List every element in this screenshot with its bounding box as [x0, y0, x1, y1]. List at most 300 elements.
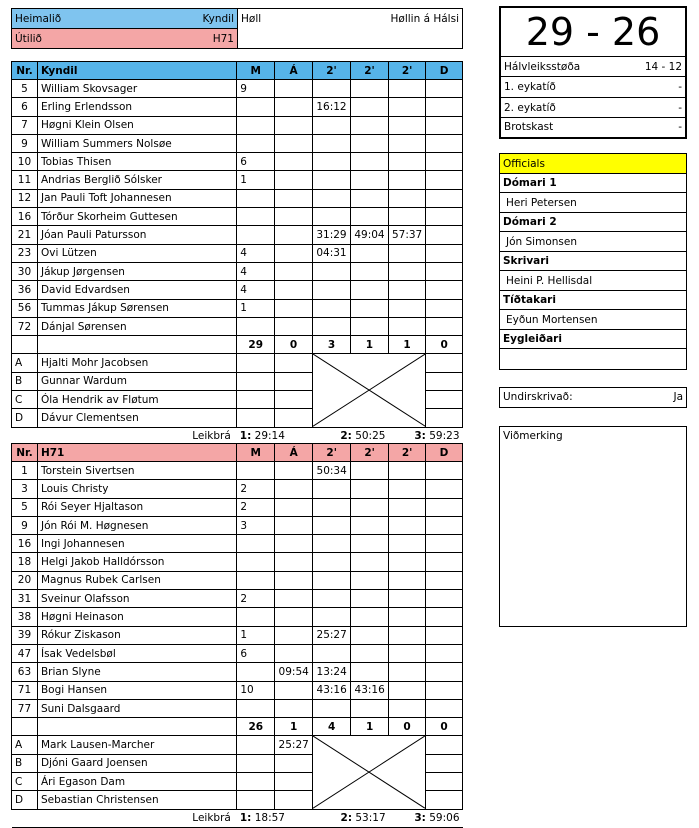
- player-row: [12, 553, 463, 571]
- official-warning: [275, 791, 313, 809]
- player-disqualification: [426, 262, 463, 280]
- player-number: 21: [12, 226, 38, 244]
- player-warning: [275, 299, 313, 317]
- player-number: 10: [12, 153, 38, 171]
- player-name: Ovi Lützen: [37, 244, 236, 262]
- home-table-header: [12, 62, 463, 80]
- player-goals: [237, 608, 275, 626]
- penalty-score: -: [678, 121, 682, 133]
- player-name: Erling Erlendsson: [37, 98, 236, 116]
- player-goals: 1: [237, 299, 275, 317]
- timeouts-row: [12, 809, 463, 827]
- match-header: [11, 8, 463, 49]
- player-number: 7: [12, 116, 38, 134]
- official-name: Sebastian Christensen: [37, 791, 236, 809]
- player-goals: [237, 317, 275, 335]
- player-row: [12, 134, 463, 152]
- player-disqualification: [426, 171, 463, 189]
- extra-time-1-label: 1. eykatíð: [504, 81, 556, 93]
- player-suspension-2: [350, 98, 388, 116]
- col-suspension-3: 2': [388, 62, 425, 80]
- player-suspension-2: [350, 281, 388, 299]
- player-disqualification: [426, 608, 463, 626]
- player-disqualification: [426, 590, 463, 608]
- player-suspension-3: [388, 317, 425, 335]
- player-number: 72: [12, 317, 38, 335]
- player-name: Jákup Jørgensen: [37, 262, 236, 280]
- venue-cell: [238, 9, 463, 29]
- player-warning: [275, 244, 313, 262]
- timeout-1: [237, 809, 313, 827]
- player-disqualification: [426, 553, 463, 571]
- player-suspension-2: [350, 153, 388, 171]
- official-person: [500, 349, 686, 369]
- player-name: Tórður Skorheim Guttesen: [37, 208, 236, 226]
- player-suspension-1: 13:24: [313, 663, 351, 681]
- player-disqualification: [426, 626, 463, 644]
- signature-label: Undirskrivað:: [503, 391, 573, 403]
- player-goals: 2: [237, 590, 275, 608]
- penalty-row: [501, 118, 685, 137]
- player-number: 1: [12, 462, 38, 480]
- player-suspension-1: [312, 299, 350, 317]
- official-goals: [237, 791, 275, 809]
- official-warning: [275, 773, 313, 791]
- home-team-cell: [12, 9, 238, 29]
- total-suspension-2: 1: [350, 336, 388, 354]
- player-suspension-1: [312, 80, 350, 98]
- player-number: 47: [12, 644, 38, 662]
- player-suspension-2: [350, 299, 388, 317]
- player-suspension-1: 50:34: [313, 462, 351, 480]
- player-disqualification: [426, 134, 463, 152]
- player-warning: [275, 498, 313, 516]
- player-warning: [275, 535, 313, 553]
- player-warning: [275, 644, 313, 662]
- player-suspension-2: [350, 208, 388, 226]
- player-goals: 2: [237, 498, 275, 516]
- player-row: [12, 226, 463, 244]
- official-role: Eygleiðari: [500, 330, 686, 349]
- player-warning: [275, 516, 313, 534]
- player-name: William Skovsager: [37, 80, 236, 98]
- player-row: [12, 699, 463, 717]
- player-suspension-1: [312, 116, 350, 134]
- player-goals: [237, 226, 275, 244]
- col-nr: Nr.: [12, 444, 38, 462]
- official-disqualification: [426, 773, 463, 791]
- player-name: Sveinur Olafsson: [37, 590, 236, 608]
- half-time-label: Hálvleiksstøða: [504, 61, 581, 73]
- player-suspension-2: [350, 80, 388, 98]
- player-row: [12, 317, 463, 335]
- player-disqualification: [426, 535, 463, 553]
- player-warning: [275, 590, 313, 608]
- player-goals: 4: [237, 244, 275, 262]
- player-suspension-2: [350, 189, 388, 207]
- team-official-row: [12, 354, 463, 372]
- player-goals: 6: [237, 153, 275, 171]
- player-warning: [275, 480, 313, 498]
- official-disqualification: [426, 736, 463, 754]
- player-suspension-1: 43:16: [313, 681, 351, 699]
- player-suspension-3: [389, 681, 426, 699]
- official-code: C: [12, 773, 38, 791]
- final-score: 29 - 26: [501, 8, 685, 57]
- away-team-cell: [12, 29, 238, 49]
- player-suspension-2: [350, 171, 388, 189]
- player-suspension-1: 16:12: [312, 98, 350, 116]
- player-warning: [275, 98, 313, 116]
- timeout-2-key: 2:: [340, 430, 352, 443]
- player-name: Suni Dalsgaard: [37, 699, 236, 717]
- player-name: Høgni Heinason: [37, 608, 236, 626]
- official-warning: [275, 754, 313, 772]
- player-suspension-2: [350, 262, 388, 280]
- player-number: 56: [12, 299, 38, 317]
- official-disqualification: [426, 754, 463, 772]
- player-warning: [275, 116, 313, 134]
- home-team-table: [11, 61, 463, 446]
- official-warning: [275, 391, 313, 409]
- player-name: Andrias Berglið Sólsker: [37, 171, 236, 189]
- player-suspension-2: [351, 699, 389, 717]
- player-row: [12, 462, 463, 480]
- player-suspension-3: [389, 663, 426, 681]
- official-name: Hjalti Mohr Jacobsen: [37, 354, 236, 372]
- officials-title: Officials: [500, 154, 686, 174]
- half-time-row: [501, 57, 685, 77]
- player-goals: [237, 553, 275, 571]
- player-suspension-3: [388, 116, 425, 134]
- player-disqualification: [426, 480, 463, 498]
- official-role: Tíðtakari: [500, 291, 686, 310]
- player-goals: 1: [237, 171, 275, 189]
- total-suspension-3: 0: [389, 718, 426, 736]
- player-suspension-2: [351, 480, 389, 498]
- player-suspension-1: [313, 644, 351, 662]
- venue-name: Høllin á Hálsi: [390, 12, 459, 25]
- totals-row: [12, 336, 463, 354]
- total-disqualification: 0: [426, 718, 463, 736]
- player-suspension-3: [388, 171, 425, 189]
- timeouts-label: Leikbrá: [12, 809, 237, 827]
- player-goals: [237, 116, 275, 134]
- totals-empty-name: [37, 718, 236, 736]
- total-goals: 29: [237, 336, 275, 354]
- player-suspension-2: [351, 516, 389, 534]
- player-row: [12, 681, 463, 699]
- player-number: 6: [12, 98, 38, 116]
- player-warning: [275, 317, 313, 335]
- col-suspension-1: 2': [313, 444, 351, 462]
- player-suspension-3: [388, 153, 425, 171]
- player-suspension-3: [388, 299, 425, 317]
- player-goals: [237, 699, 275, 717]
- player-disqualification: [426, 571, 463, 589]
- player-number: 12: [12, 189, 38, 207]
- player-disqualification: [426, 681, 463, 699]
- player-suspension-2: [350, 134, 388, 152]
- player-row: [12, 98, 463, 116]
- player-suspension-2: [351, 535, 389, 553]
- player-suspension-3: [388, 80, 425, 98]
- player-suspension-1: [313, 699, 351, 717]
- player-disqualification: [426, 244, 463, 262]
- player-warning: [275, 189, 313, 207]
- total-warning: 1: [275, 718, 313, 736]
- player-name: Jan Pauli Toft Johannesen: [37, 189, 236, 207]
- player-disqualification: [426, 153, 463, 171]
- totals-row: [12, 718, 463, 736]
- player-name: David Edvardsen: [37, 281, 236, 299]
- player-disqualification: [426, 699, 463, 717]
- timeout-1-key: 1:: [239, 812, 252, 825]
- player-suspension-2: [351, 590, 389, 608]
- player-suspension-2: [351, 608, 389, 626]
- player-suspension-2: [351, 553, 389, 571]
- player-warning: [275, 699, 313, 717]
- timeout-1-time: 18:57: [254, 812, 285, 825]
- official-code: A: [12, 354, 38, 372]
- player-row: [12, 498, 463, 516]
- player-suspension-3: [388, 134, 425, 152]
- official-goals: [237, 736, 275, 754]
- player-suspension-1: [313, 590, 351, 608]
- timeouts-label: Leikbrá: [12, 427, 237, 445]
- timeout-2-key: 2:: [340, 812, 353, 825]
- player-number: 20: [12, 571, 38, 589]
- total-suspension-1: 4: [313, 718, 351, 736]
- cross-mark: [313, 736, 425, 808]
- official-warning: [275, 354, 313, 372]
- extra-time-2-label: 2. eykatíð: [504, 102, 556, 114]
- player-row: [12, 208, 463, 226]
- timeout-1-time: 29:14: [254, 430, 285, 443]
- timeout-3-time: 59:23: [429, 430, 460, 443]
- official-person: Heini P. Hellisdal: [500, 271, 686, 291]
- official-code: B: [12, 372, 38, 390]
- player-disqualification: [426, 98, 463, 116]
- col-nr: Nr.: [12, 62, 38, 80]
- away-team-name: H71: [212, 32, 234, 45]
- player-goals: [237, 571, 275, 589]
- player-goals: 10: [237, 681, 275, 699]
- player-name: Bogi Hansen: [37, 681, 236, 699]
- player-number: 16: [12, 208, 38, 226]
- player-name: Louis Christy: [37, 480, 236, 498]
- signature-value: Ja: [673, 391, 683, 403]
- total-warning: 0: [275, 336, 313, 354]
- cross-mark: [313, 354, 425, 426]
- official-goals: [237, 372, 275, 390]
- player-suspension-1: [312, 281, 350, 299]
- player-row: [12, 608, 463, 626]
- player-suspension-3: [389, 462, 426, 480]
- player-row: [12, 262, 463, 280]
- player-suspension-3: [389, 516, 426, 534]
- official-goals: [237, 773, 275, 791]
- player-name: Brian Slyne: [37, 663, 236, 681]
- player-number: 18: [12, 553, 38, 571]
- player-goals: [237, 462, 275, 480]
- player-warning: [275, 571, 313, 589]
- player-goals: 4: [237, 262, 275, 280]
- player-row: [12, 571, 463, 589]
- official-code: A: [12, 736, 38, 754]
- player-disqualification: [426, 189, 463, 207]
- player-disqualification: [426, 226, 463, 244]
- player-suspension-1: 04:31: [312, 244, 350, 262]
- player-number: 3: [12, 480, 38, 498]
- player-suspension-1: [312, 208, 350, 226]
- player-goals: [237, 535, 275, 553]
- player-suspension-3: 57:37: [388, 226, 425, 244]
- player-number: 16: [12, 535, 38, 553]
- player-goals: 4: [237, 281, 275, 299]
- away-label: Útilið: [15, 32, 42, 45]
- player-row: [12, 590, 463, 608]
- official-warning: 25:27: [275, 736, 313, 754]
- player-row: [12, 516, 463, 534]
- home-label: Heimalið: [15, 12, 62, 25]
- player-suspension-3: [389, 644, 426, 662]
- official-disqualification: [426, 391, 463, 409]
- player-name: Dánjal Sørensen: [37, 317, 236, 335]
- official-goals: [237, 354, 275, 372]
- player-goals: 6: [237, 644, 275, 662]
- player-name: Jóan Pauli Patursson: [37, 226, 236, 244]
- player-row: [12, 189, 463, 207]
- player-warning: [275, 608, 313, 626]
- player-suspension-3: [389, 608, 426, 626]
- player-row: [12, 663, 463, 681]
- col-disqualification: D: [426, 444, 463, 462]
- penalty-label: Brotskast: [504, 121, 554, 133]
- player-goals: [237, 663, 275, 681]
- totals-empty-nr: [12, 336, 38, 354]
- official-name: Gunnar Wardum: [37, 372, 236, 390]
- signature-row: [499, 387, 687, 408]
- official-code: C: [12, 391, 38, 409]
- total-suspension-2: 1: [351, 718, 389, 736]
- away-table-header: [12, 444, 463, 462]
- player-row: [12, 480, 463, 498]
- player-row: [12, 281, 463, 299]
- player-warning: [275, 80, 313, 98]
- player-goals: [237, 134, 275, 152]
- col-disqualification: D: [426, 62, 463, 80]
- player-suspension-3: [388, 244, 425, 262]
- player-suspension-1: [313, 498, 351, 516]
- player-number: 71: [12, 681, 38, 699]
- player-suspension-2: [350, 317, 388, 335]
- col-team-name: Kyndil: [37, 62, 236, 80]
- crossed-out-suspensions: [313, 736, 426, 809]
- player-suspension-1: [313, 553, 351, 571]
- player-disqualification: [426, 80, 463, 98]
- player-suspension-1: [313, 571, 351, 589]
- away-team-table: [11, 443, 463, 828]
- player-suspension-2: [351, 626, 389, 644]
- venue-empty-cell: [238, 29, 463, 49]
- player-suspension-2: [351, 571, 389, 589]
- player-suspension-3: [388, 262, 425, 280]
- player-number: 63: [12, 663, 38, 681]
- player-row: [12, 153, 463, 171]
- player-suspension-1: 31:29: [312, 226, 350, 244]
- player-number: 39: [12, 626, 38, 644]
- player-number: 23: [12, 244, 38, 262]
- player-suspension-1: [313, 535, 351, 553]
- player-suspension-3: [389, 626, 426, 644]
- officials-box: [499, 153, 687, 370]
- player-suspension-1: [312, 171, 350, 189]
- player-disqualification: [426, 208, 463, 226]
- official-role: Dómari 1: [500, 174, 686, 193]
- player-name: Magnus Rubek Carlsen: [37, 571, 236, 589]
- col-suspension-3: 2': [389, 444, 426, 462]
- timeout-3-key: 3:: [414, 812, 426, 825]
- player-warning: [275, 462, 313, 480]
- official-person: Heri Petersen: [500, 193, 686, 213]
- extra-time-1-score: -: [678, 81, 682, 93]
- player-row: [12, 244, 463, 262]
- player-suspension-2: 43:16: [351, 681, 389, 699]
- player-number: 5: [12, 80, 38, 98]
- player-name: William Summers Nolsøe: [37, 134, 236, 152]
- col-suspension-2: 2': [351, 444, 389, 462]
- official-disqualification: [426, 791, 463, 809]
- player-disqualification: [426, 663, 463, 681]
- remarks-box: [499, 426, 687, 627]
- player-suspension-1: [313, 480, 351, 498]
- player-suspension-3: [389, 535, 426, 553]
- player-suspension-3: [389, 699, 426, 717]
- player-row: [12, 644, 463, 662]
- official-role: Dómari 2: [500, 213, 686, 232]
- official-role: Skrivari: [500, 252, 686, 271]
- player-warning: [275, 262, 313, 280]
- player-number: 36: [12, 281, 38, 299]
- player-row: [12, 171, 463, 189]
- player-warning: [275, 553, 313, 571]
- player-suspension-1: 25:27: [313, 626, 351, 644]
- player-number: 30: [12, 262, 38, 280]
- player-number: 9: [12, 134, 38, 152]
- player-warning: 09:54: [275, 663, 313, 681]
- official-name: Mark Lausen-Marcher: [37, 736, 236, 754]
- official-goals: [237, 391, 275, 409]
- player-suspension-3: [389, 590, 426, 608]
- official-warning: [275, 409, 313, 427]
- totals-empty-nr: [12, 718, 38, 736]
- player-name: Jón Rói M. Høgnesen: [37, 516, 236, 534]
- col-goals: M: [237, 62, 275, 80]
- col-goals: M: [237, 444, 275, 462]
- col-suspension-1: 2': [312, 62, 350, 80]
- player-row: [12, 535, 463, 553]
- total-goals: 26: [237, 718, 275, 736]
- official-code: B: [12, 754, 38, 772]
- official-name: Óla Hendrik av Fløtum: [37, 391, 236, 409]
- totals-empty-name: [37, 336, 236, 354]
- official-warning: [275, 372, 313, 390]
- player-name: Høgni Klein Olsen: [37, 116, 236, 134]
- timeout-3: [389, 809, 463, 827]
- player-disqualification: [426, 299, 463, 317]
- player-row: [12, 116, 463, 134]
